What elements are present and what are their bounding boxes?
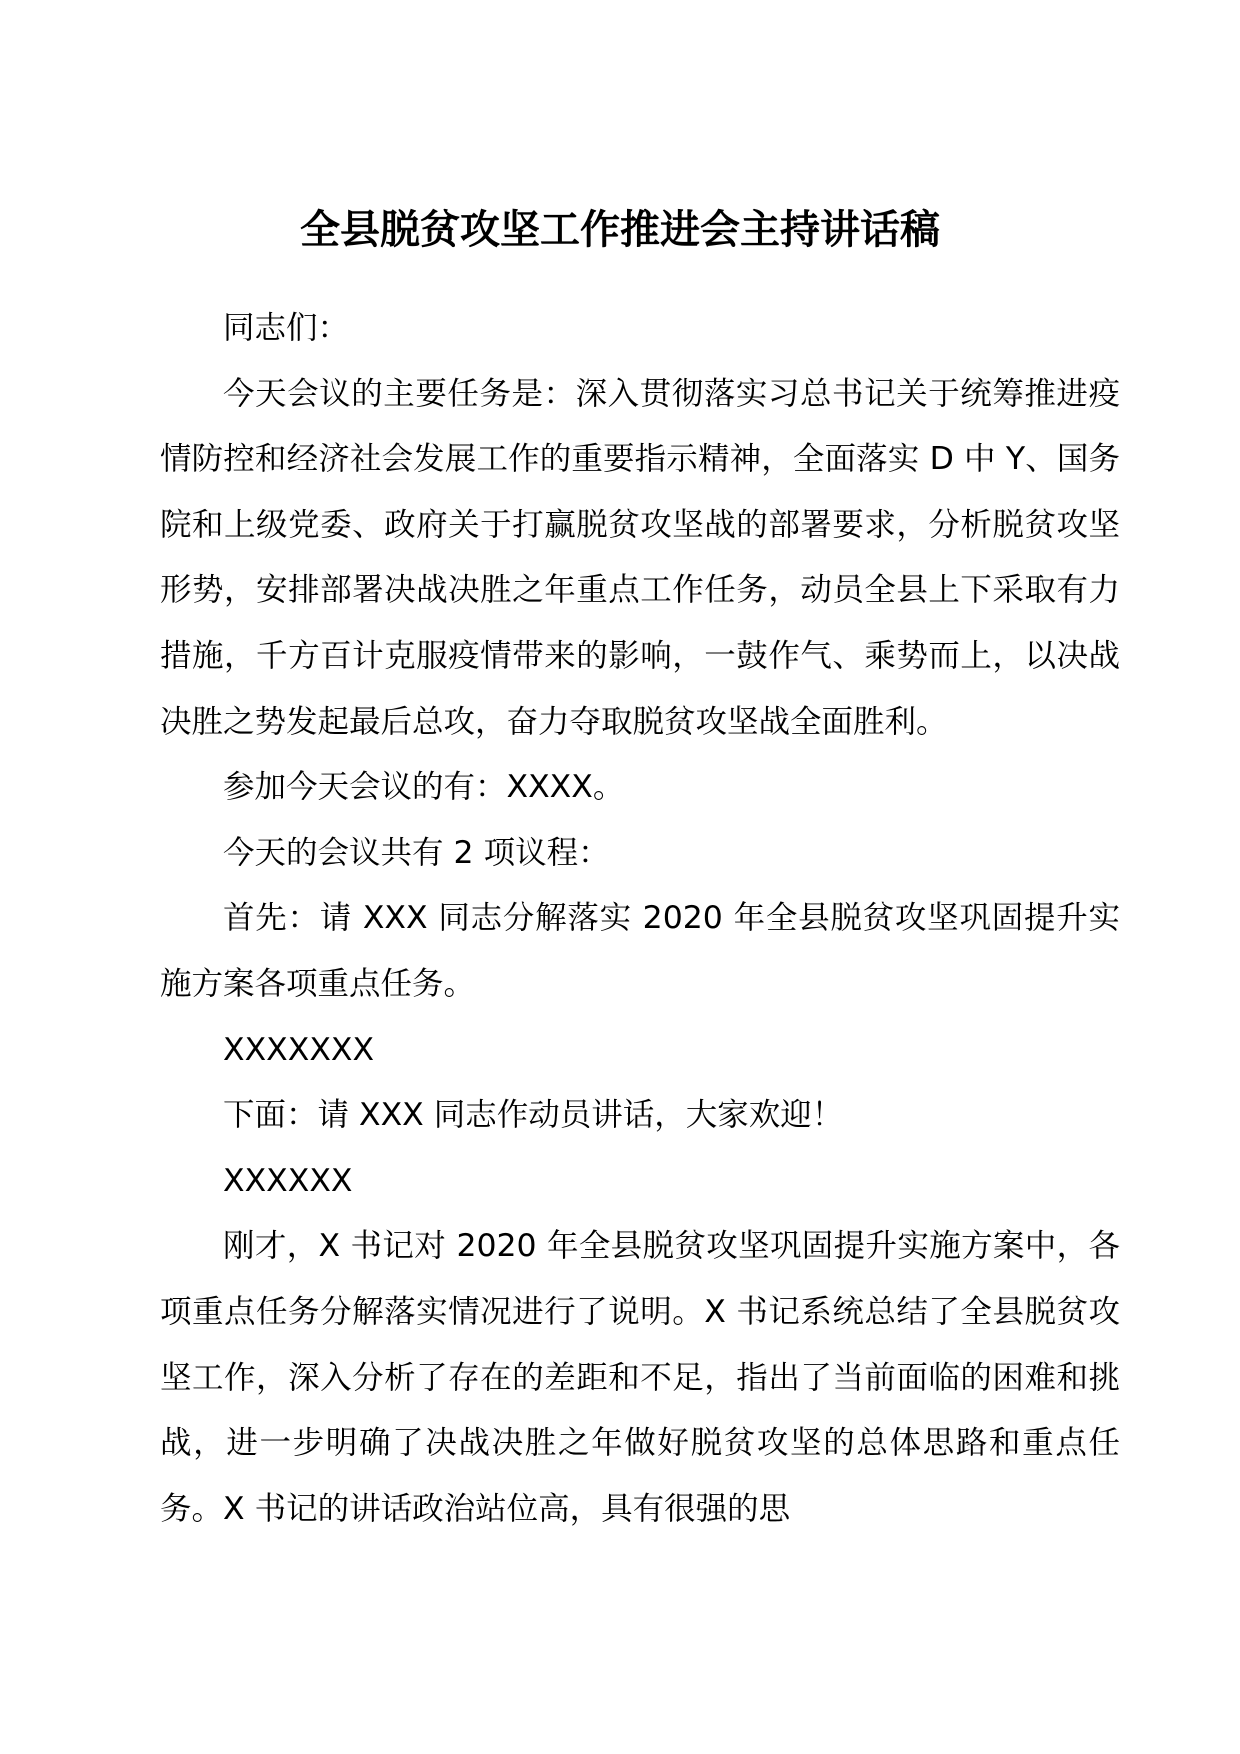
paragraph-summary: 刚才，X 书记对 2020 年全县脱贫攻坚巩固提升实施方案中，各项重点任务分解落实情况进行了说明。X 书记系统总结了全县脱贫攻坚工作，深入分析了存在的差距和不足，指出了当前面临的困难和挑战，进一步明确了决战决胜之年做好脱贫攻坚的总体思路和重点任务。X 书记的讲话政治站位高，具有很强的思 bbox=[160, 1228, 1120, 1527]
paragraph-attendees: 参加今天会议的有：XXXX。 bbox=[223, 769, 625, 806]
document-body bbox=[160, 296, 1120, 1542]
paragraph-salutation: 同志们： bbox=[223, 310, 350, 346]
paragraph-agenda-count: 今天的会议共有 2 项议程： bbox=[223, 834, 610, 871]
paragraph-placeholder-2: XXXXXX bbox=[223, 1162, 353, 1199]
paragraph-placeholder-1: XXXXXXX bbox=[223, 1031, 375, 1068]
paragraph-meeting-tasks: 今天会议的主要任务是：深入贯彻落实习总书记关于统筹推进疫情防控和经济社会发展工作的重要指示精神，全面落实 D 中 Y、国务院和上级党委、政府关于打赢脱贫攻坚战的部署要求，分析脱贫攻坚形势，安排部署决战决胜之年重点工作任务，动员全县上下采取有力措施，千方百计克服疫情带来的影响，一鼓作气、乘势而上，以决战决胜之势发起最后总攻，奋力夺取脱贫攻坚战全面胜利。 bbox=[160, 375, 1120, 740]
paragraph-agenda-next: 下面：请 XXX 同志作动员讲话，大家欢迎！ bbox=[223, 1097, 844, 1134]
paragraph-agenda-first: 首先：请 XXX 同志分解落实 2020 年全县脱贫攻坚巩固提升实施方案各项重点任务。 bbox=[160, 900, 1120, 1002]
document-title: 全县脱贫攻坚工作推进会主持讲话稿 bbox=[300, 207, 940, 253]
